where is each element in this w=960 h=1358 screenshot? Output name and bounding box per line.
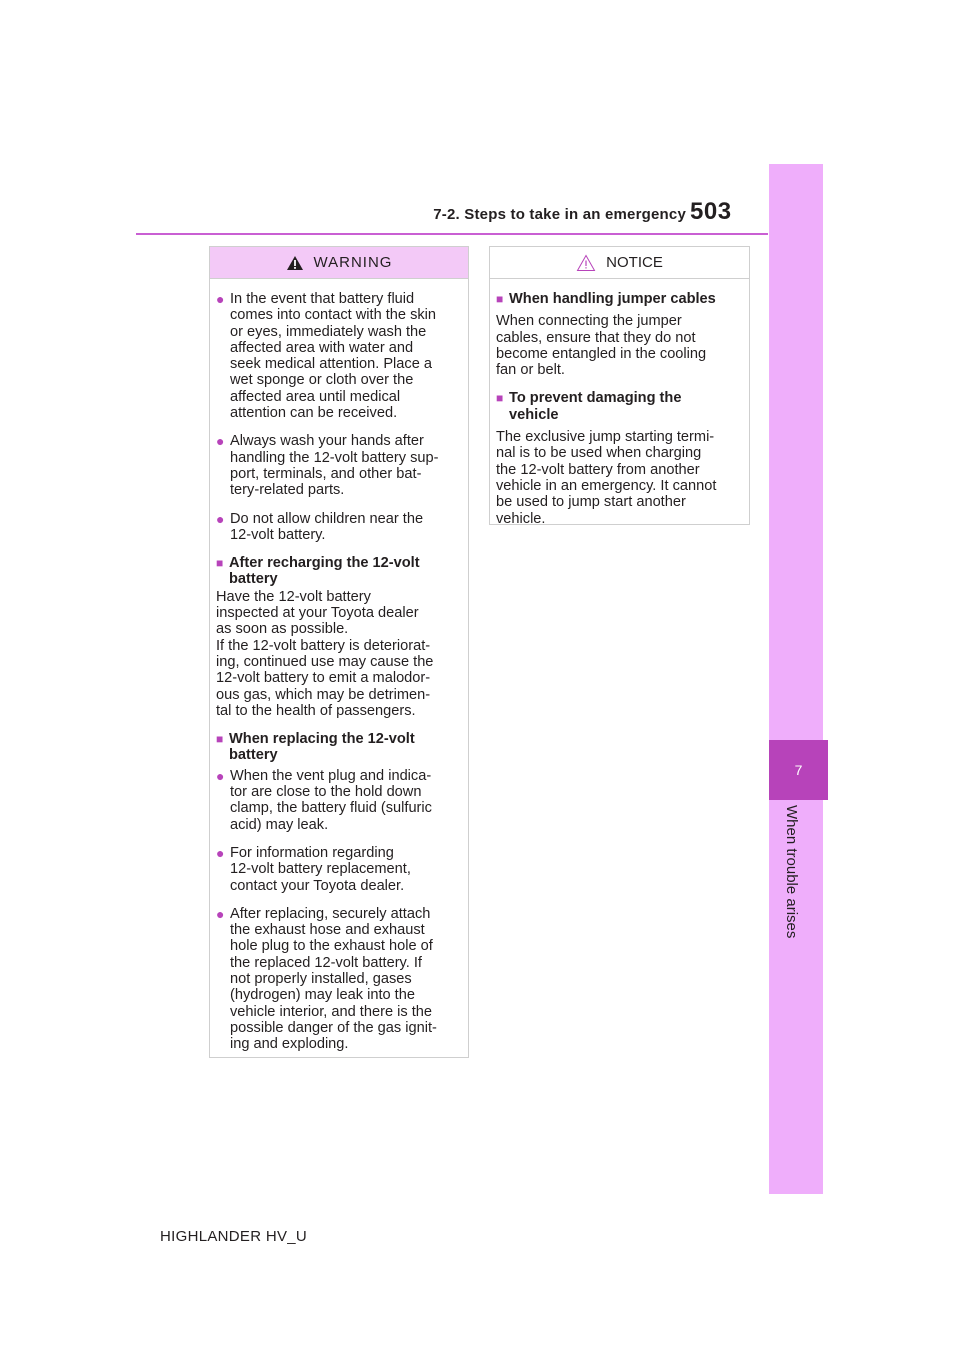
bullet-icon: ● [216,844,225,861]
chapter-title: When trouble arises [783,805,800,939]
bullet-text: Always wash your hands after handling the 12-volt battery sup- port, terminals, and other bat- tery-related parts. [230,433,439,499]
square-icon: ■ [496,292,504,306]
subheading [216,731,462,764]
list-item [216,511,462,544]
bullet-icon: ● [216,905,225,922]
notice-box [489,246,750,525]
bullet-text: For information regarding 12-volt battery replacement, contact your Toyota dealer. [230,844,411,894]
bullet-icon: ● [216,510,225,527]
list-item [216,291,462,421]
paragraph: Have the 12-volt battery inspected at your Toyota dealer as soon as possible. If the 12-volt battery is deteriorat- ing, continued use may cause the 12-volt battery to emit a malodor- ous gas, which may be detrimen- tal to the health of passengers. [216,588,434,719]
list-item [216,768,462,833]
square-icon: ■ [496,391,504,406]
footer-model: HIGHLANDER HV_U [160,1228,308,1245]
list-item [216,906,462,1053]
notice-icon [576,254,596,272]
subheading-text: When handling jumper cables [509,291,716,307]
subheading-text: After recharging the 12-volt battery [229,555,420,588]
warning-header [210,247,468,279]
subheading [496,291,743,307]
bullet-text: When the vent plug and indica- tor are close to the hold down clamp, the battery fluid (sulfuric acid) may leak. [230,767,432,833]
warning-box [209,246,469,1058]
bullet-text: After replacing, securely attach the exhaust hose and exhaust hole plug to the exhaust hole of the replaced 12-volt battery. If not properly installed, gases (hydrogen) may leak into the vehicle interior, and there is the possible danger of the gas ignit- ing and exploding. [230,905,437,1053]
chapter-number-box [769,740,828,800]
bullet-icon: ● [216,433,225,450]
warning-content [216,291,462,1052]
bullet-text: In the event that battery fluid comes into contact with the skin or eyes, immediately wash the affected area with water and seek medical attention. Place a wet sponge or cloth over the affected area until medical attention can be received. [230,291,437,422]
bullet-icon: ● [216,291,225,307]
page-number: 503 [690,198,732,225]
subheading-text: When replacing the 12-volt battery [229,731,415,764]
subheading [496,390,743,423]
notice-title: NOTICE [606,254,663,271]
bullet-icon: ● [216,767,225,784]
paragraph: The exclusive jump starting termi- nal is to be used when charging the 12-volt battery from another vehicle in an emergency. It cannot be used to jump start another vehicle. [496,429,717,527]
chapter-number: 7 [794,762,803,778]
subheading [216,555,462,588]
warning-icon [286,255,304,271]
square-icon: ■ [216,732,224,747]
list-item [216,433,462,498]
paragraph: When connecting the jumper cables, ensure that they do not become entangled in the cooling fan or belt. [496,313,707,379]
section-title: 7-2. Steps to take in an emergency [433,206,686,223]
chapter-side-tab [769,164,823,1194]
subheading-text: To prevent damaging the vehicle [509,390,682,423]
list-item [216,845,462,894]
square-icon: ■ [216,556,224,571]
notice-content [496,291,743,527]
warning-title: WARNING [313,254,393,271]
bullet-text: Do not allow children near the 12-volt battery. [230,510,424,543]
notice-header [490,247,749,279]
header-rule [136,233,768,235]
